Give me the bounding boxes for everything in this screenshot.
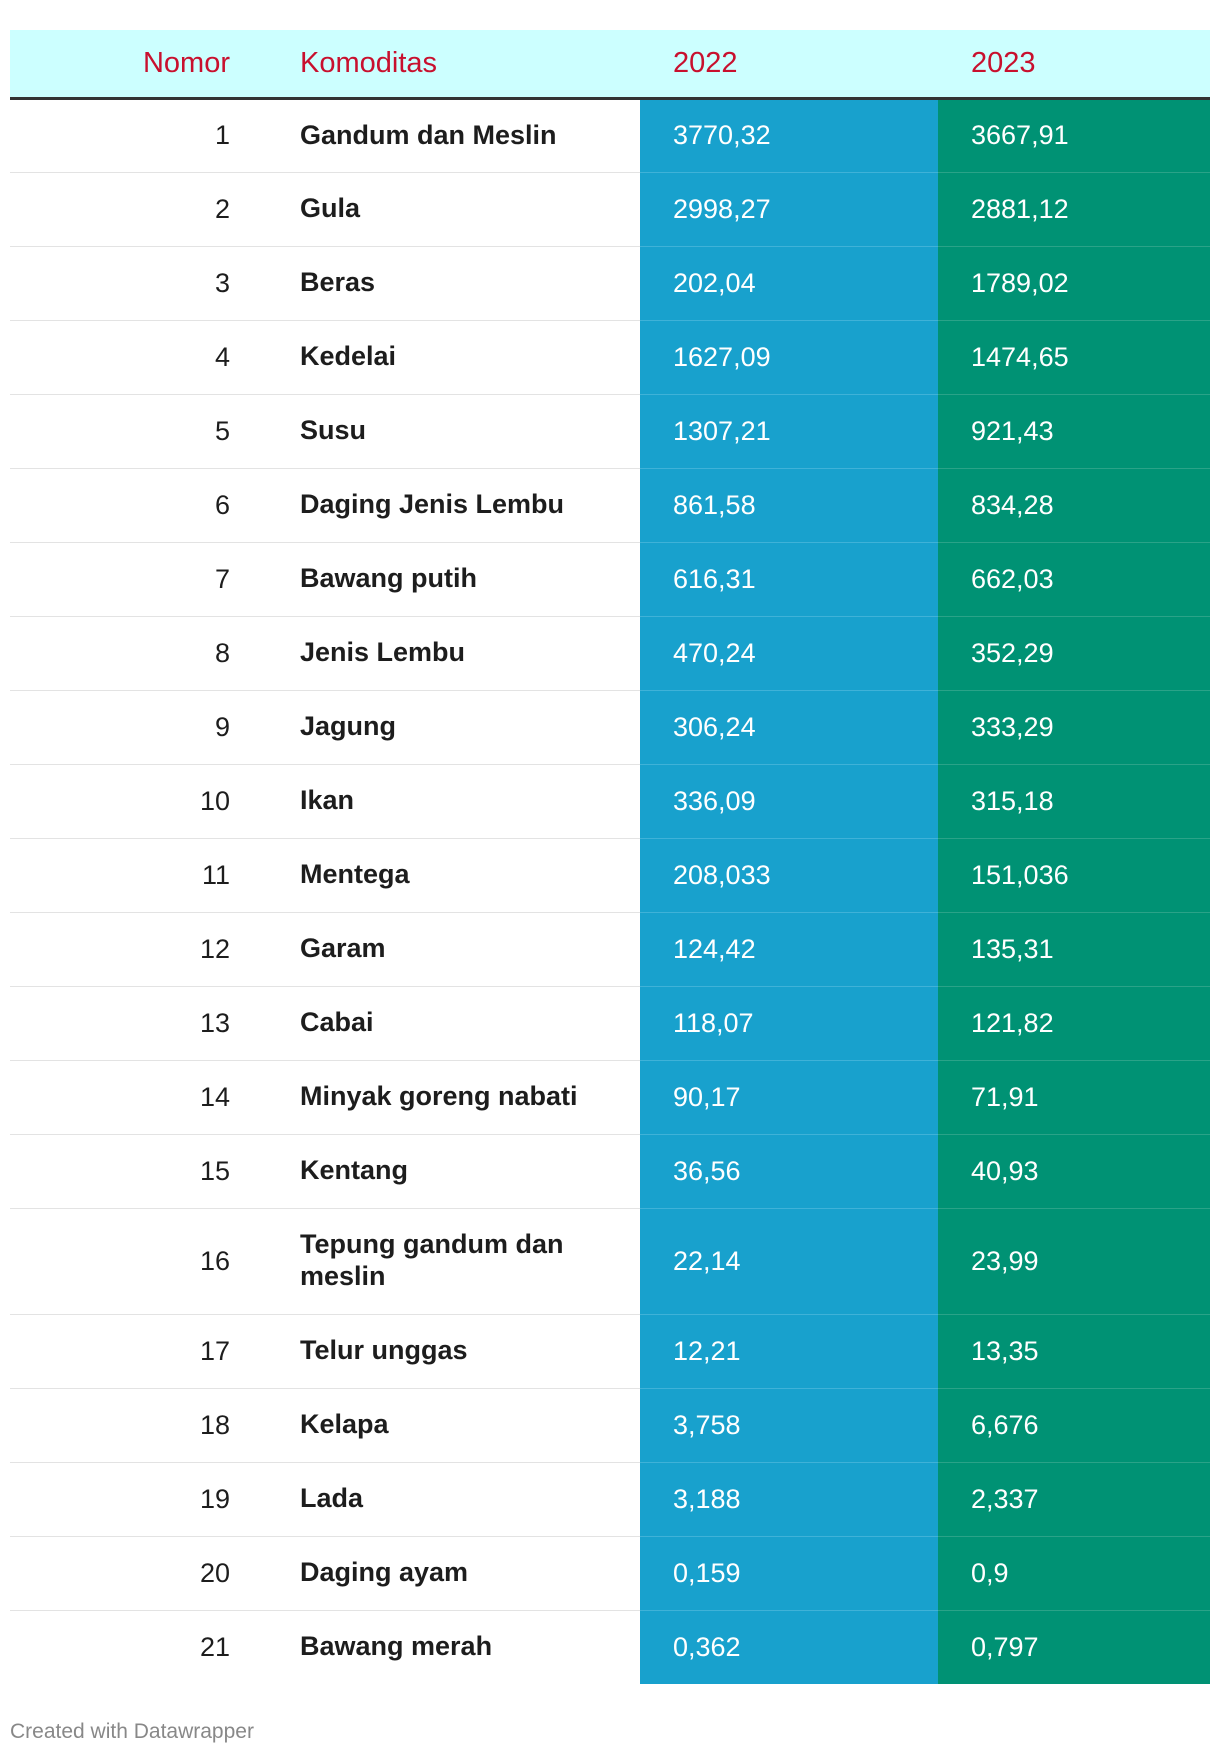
cell-nomor: 8 [10, 616, 250, 690]
cell-nomor: 7 [10, 542, 250, 616]
table-row [10, 172, 1210, 246]
cell-value-2022: 1627,09 [640, 320, 938, 394]
cell-nomor: 15 [10, 1134, 250, 1208]
cell-nomor: 5 [10, 394, 250, 468]
cell-nomor: 4 [10, 320, 250, 394]
cell-value-2023: 333,29 [938, 690, 1210, 764]
cell-nomor: 19 [10, 1462, 250, 1536]
cell-value-2022: 0,159 [640, 1536, 938, 1610]
table-row [10, 690, 1210, 764]
column-header-nomor[interactable]: Nomor [10, 30, 250, 98]
table-header-row [10, 30, 1210, 98]
cell-komoditas: Jenis Lembu [250, 616, 640, 690]
cell-nomor: 9 [10, 690, 250, 764]
table-row [10, 1208, 1210, 1314]
table-row [10, 1462, 1210, 1536]
cell-value-2022: 616,31 [640, 542, 938, 616]
cell-value-2023: 662,03 [938, 542, 1210, 616]
cell-value-2023: 71,91 [938, 1060, 1210, 1134]
cell-value-2022: 2998,27 [640, 172, 938, 246]
table-row [10, 394, 1210, 468]
cell-komoditas: Minyak goreng nabati [250, 1060, 640, 1134]
cell-value-2023: 352,29 [938, 616, 1210, 690]
cell-nomor: 11 [10, 838, 250, 912]
cell-value-2022: 3,758 [640, 1388, 938, 1462]
commodity-table [10, 30, 1210, 1684]
cell-value-2023: 1474,65 [938, 320, 1210, 394]
table-row [10, 764, 1210, 838]
cell-value-2022: 202,04 [640, 246, 938, 320]
column-header-2022[interactable]: 2022 [640, 30, 938, 98]
cell-value-2022: 118,07 [640, 986, 938, 1060]
table-row [10, 838, 1210, 912]
cell-value-2022: 90,17 [640, 1060, 938, 1134]
cell-value-2023: 3667,91 [938, 98, 1210, 172]
data-table-container [10, 30, 1210, 1684]
cell-komoditas: Daging Jenis Lembu [250, 468, 640, 542]
column-header-2023[interactable]: 2023 [938, 30, 1210, 98]
cell-value-2022: 3,188 [640, 1462, 938, 1536]
table-row [10, 468, 1210, 542]
cell-komoditas: Tepung gandum dan meslin [250, 1208, 640, 1314]
cell-nomor: 3 [10, 246, 250, 320]
cell-komoditas: Jagung [250, 690, 640, 764]
cell-komoditas: Ikan [250, 764, 640, 838]
cell-value-2023: 135,31 [938, 912, 1210, 986]
cell-value-2023: 40,93 [938, 1134, 1210, 1208]
cell-value-2023: 23,99 [938, 1208, 1210, 1314]
cell-value-2022: 861,58 [640, 468, 938, 542]
cell-value-2023: 6,676 [938, 1388, 1210, 1462]
table-row [10, 616, 1210, 690]
table-row [10, 1388, 1210, 1462]
cell-value-2022: 208,033 [640, 838, 938, 912]
cell-nomor: 10 [10, 764, 250, 838]
cell-nomor: 6 [10, 468, 250, 542]
cell-komoditas: Mentega [250, 838, 640, 912]
cell-value-2023: 921,43 [938, 394, 1210, 468]
table-row [10, 1060, 1210, 1134]
cell-komoditas: Garam [250, 912, 640, 986]
cell-komoditas: Kedelai [250, 320, 640, 394]
cell-komoditas: Susu [250, 394, 640, 468]
cell-value-2022: 12,21 [640, 1314, 938, 1388]
cell-value-2022: 1307,21 [640, 394, 938, 468]
cell-value-2023: 1789,02 [938, 246, 1210, 320]
table-row [10, 986, 1210, 1060]
cell-nomor: 2 [10, 172, 250, 246]
cell-nomor: 17 [10, 1314, 250, 1388]
cell-komoditas: Telur unggas [250, 1314, 640, 1388]
cell-komoditas: Beras [250, 246, 640, 320]
cell-nomor: 16 [10, 1208, 250, 1314]
table-row [10, 246, 1210, 320]
table-row [10, 1314, 1210, 1388]
cell-value-2022: 0,362 [640, 1610, 938, 1684]
cell-value-2023: 315,18 [938, 764, 1210, 838]
table-row [10, 542, 1210, 616]
table-row [10, 1536, 1210, 1610]
table-row [10, 912, 1210, 986]
cell-value-2022: 306,24 [640, 690, 938, 764]
cell-value-2022: 124,42 [640, 912, 938, 986]
cell-komoditas: Gula [250, 172, 640, 246]
cell-komoditas: Daging ayam [250, 1536, 640, 1610]
cell-value-2023: 151,036 [938, 838, 1210, 912]
column-header-komoditas[interactable]: Komoditas [250, 30, 640, 98]
cell-komoditas: Cabai [250, 986, 640, 1060]
cell-nomor: 13 [10, 986, 250, 1060]
cell-nomor: 12 [10, 912, 250, 986]
cell-komoditas: Bawang putih [250, 542, 640, 616]
cell-value-2023: 13,35 [938, 1314, 1210, 1388]
cell-value-2022: 336,09 [640, 764, 938, 838]
cell-value-2023: 2881,12 [938, 172, 1210, 246]
cell-value-2022: 36,56 [640, 1134, 938, 1208]
cell-nomor: 1 [10, 98, 250, 172]
cell-komoditas: Lada [250, 1462, 640, 1536]
table-row [10, 98, 1210, 172]
cell-nomor: 21 [199, 1631, 230, 1662]
cell-nomor: 14 [10, 1060, 250, 1134]
cell-value-2023: 0,9 [938, 1536, 1210, 1610]
cell-nomor: 20 [10, 1536, 250, 1610]
table-body [10, 98, 1210, 1684]
cell-komoditas: Gandum dan Meslin [250, 98, 640, 172]
cell-value-2023: 121,82 [938, 986, 1210, 1060]
cell-value-2022: 22,14 [640, 1208, 938, 1314]
table-row [10, 320, 1210, 394]
cell-nomor: 18 [10, 1388, 250, 1462]
datawrapper-credit: Created with Datawrapper [10, 1720, 254, 1743]
cell-komoditas: Kelapa [250, 1388, 640, 1462]
table-row [10, 1610, 1210, 1684]
cell-value-2023: 834,28 [938, 468, 1210, 542]
table-row [10, 1134, 1210, 1208]
cell-komoditas: Kentang [250, 1134, 640, 1208]
cell-value-2022: 3770,32 [640, 98, 938, 172]
cell-value-2022: 470,24 [640, 616, 938, 690]
cell-value-2023: 0,797 [938, 1610, 1210, 1684]
cell-komoditas: Bawang merah [300, 1631, 493, 1662]
cell-value-2023: 2,337 [938, 1462, 1210, 1536]
